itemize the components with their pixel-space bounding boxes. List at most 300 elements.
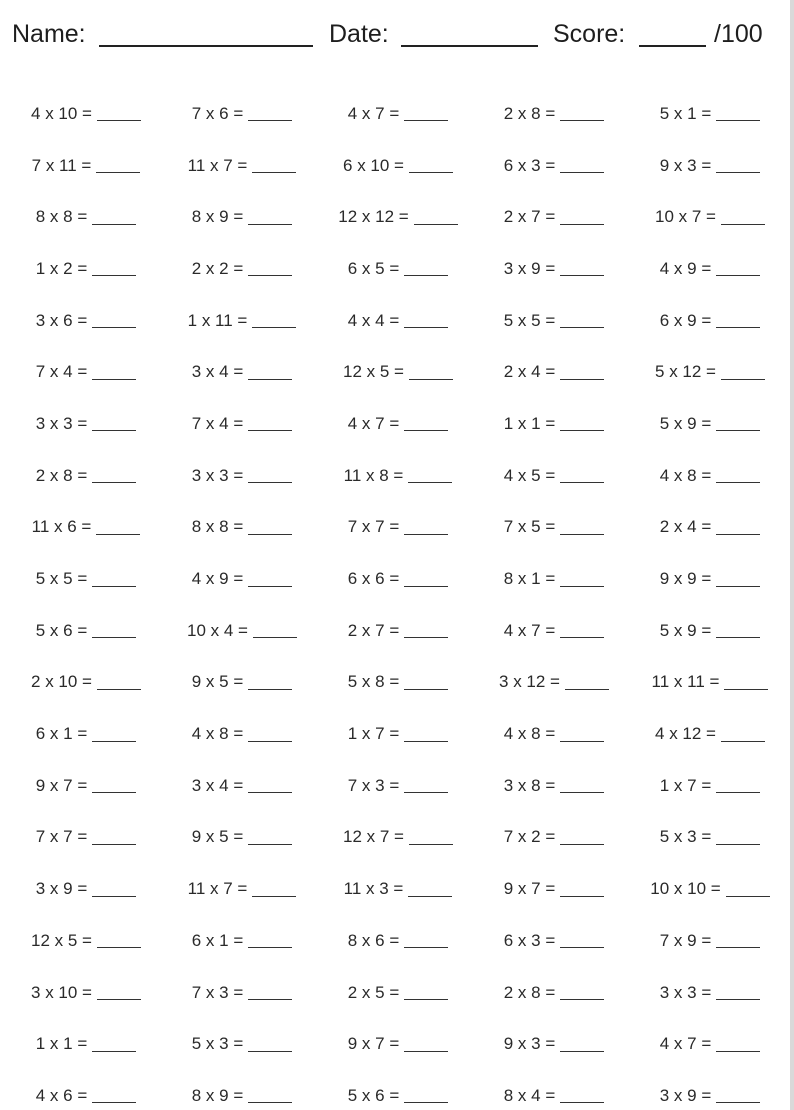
problem-item xyxy=(320,879,476,899)
problem-item xyxy=(164,104,320,124)
problem-row xyxy=(0,88,790,140)
problem-item xyxy=(164,362,320,382)
problem-item xyxy=(8,1034,164,1054)
problem-item xyxy=(320,104,476,124)
answer-blank[interactable] xyxy=(404,120,448,121)
problem-expression: 8 x 4 = xyxy=(503,1085,556,1105)
problem-expression: 3 x 3 = xyxy=(35,413,88,433)
problem-expression: 5 x 1 = xyxy=(659,103,712,123)
problem-item xyxy=(476,414,632,434)
problem-expression: 8 x 8 = xyxy=(35,207,88,227)
problem-item xyxy=(476,776,632,796)
problem-row xyxy=(0,450,790,502)
problem-expression: 11 x 8 = xyxy=(343,465,404,485)
answer-blank[interactable] xyxy=(560,534,604,535)
answer-blank[interactable] xyxy=(252,172,296,173)
problem-expression: 4 x 7 = xyxy=(659,1034,712,1054)
answer-blank[interactable] xyxy=(408,482,452,483)
problem-expression: 3 x 10 = xyxy=(31,982,92,1002)
answer-blank[interactable] xyxy=(716,637,760,638)
problem-item xyxy=(476,879,632,899)
problem-item xyxy=(632,414,788,434)
answer-blank[interactable] xyxy=(248,1051,292,1052)
problem-item xyxy=(632,362,788,382)
problem-expression: 3 x 3 = xyxy=(191,465,244,485)
answer-blank[interactable] xyxy=(724,689,768,690)
answer-blank[interactable] xyxy=(248,792,292,793)
problem-expression: 5 x 9 = xyxy=(659,620,712,640)
answer-blank[interactable] xyxy=(96,172,140,173)
problem-item xyxy=(164,931,320,951)
answer-blank[interactable] xyxy=(716,1102,760,1103)
problem-item xyxy=(8,104,164,124)
problem-expression: 9 x 5 = xyxy=(191,672,244,692)
problem-expression: 7 x 7 = xyxy=(35,827,88,847)
problem-expression: 2 x 10 = xyxy=(31,672,92,692)
answer-blank[interactable] xyxy=(716,172,760,173)
problem-expression: 4 x 7 = xyxy=(503,620,556,640)
problem-expression: 3 x 9 = xyxy=(35,879,88,899)
problem-item xyxy=(164,414,320,434)
problem-expression: 5 x 3 = xyxy=(191,1034,244,1054)
problem-item xyxy=(164,156,320,176)
problem-expression: 5 x 3 = xyxy=(659,827,712,847)
answer-blank[interactable] xyxy=(248,482,292,483)
problem-item xyxy=(320,569,476,589)
problem-expression: 3 x 9 = xyxy=(659,1085,712,1105)
problem-row xyxy=(0,243,790,295)
name-field[interactable] xyxy=(99,45,313,47)
problem-expression: 3 x 9 = xyxy=(503,258,556,278)
problem-row xyxy=(0,295,790,347)
problem-item xyxy=(632,104,788,124)
problem-item xyxy=(476,621,632,641)
problem-expression: 5 x 9 = xyxy=(659,413,712,433)
answer-blank[interactable] xyxy=(560,275,604,276)
problem-item xyxy=(320,207,476,227)
problem-expression: 12 x 5 = xyxy=(343,362,404,382)
answer-blank[interactable] xyxy=(560,792,604,793)
answer-blank[interactable] xyxy=(560,327,604,328)
answer-blank[interactable] xyxy=(248,1102,292,1103)
answer-blank[interactable] xyxy=(726,896,770,897)
problem-expression: 6 x 5 = xyxy=(347,258,400,278)
problem-expression: 6 x 9 = xyxy=(659,310,712,330)
score-field[interactable] xyxy=(639,45,706,47)
page-edge-divider xyxy=(790,0,794,1110)
problem-item xyxy=(320,983,476,1003)
problem-expression: 5 x 5 = xyxy=(503,310,556,330)
problem-item xyxy=(476,104,632,124)
problem-item xyxy=(476,672,632,692)
problem-expression: 6 x 3 = xyxy=(503,155,556,175)
problem-expression: 7 x 2 = xyxy=(503,827,556,847)
problem-expression: 1 x 11 = xyxy=(187,310,248,330)
problem-item xyxy=(8,724,164,744)
problem-expression: 7 x 11 = xyxy=(31,155,92,175)
answer-blank[interactable] xyxy=(716,844,760,845)
problem-row xyxy=(0,657,790,709)
answer-blank[interactable] xyxy=(248,430,292,431)
answer-blank[interactable] xyxy=(404,534,448,535)
problem-item xyxy=(8,1086,164,1106)
problem-row xyxy=(0,708,790,760)
problem-item xyxy=(164,621,320,641)
problem-expression: 4 x 4 = xyxy=(347,310,400,330)
answer-blank[interactable] xyxy=(248,534,292,535)
problem-expression: 5 x 8 = xyxy=(347,672,400,692)
problem-item xyxy=(632,259,788,279)
problem-item xyxy=(632,724,788,744)
problem-row xyxy=(0,553,790,605)
problem-item xyxy=(320,414,476,434)
problem-item xyxy=(8,569,164,589)
answer-blank[interactable] xyxy=(92,586,136,587)
problem-expression: 11 x 11 = xyxy=(651,672,720,692)
answer-blank[interactable] xyxy=(565,689,609,690)
problem-expression: 7 x 6 = xyxy=(191,103,244,123)
answer-blank[interactable] xyxy=(721,379,765,380)
problem-expression: 2 x 4 = xyxy=(503,362,556,382)
answer-blank[interactable] xyxy=(716,999,760,1000)
answer-blank[interactable] xyxy=(252,896,296,897)
answer-blank[interactable] xyxy=(560,999,604,1000)
problem-item xyxy=(164,776,320,796)
answer-blank[interactable] xyxy=(252,327,296,328)
problem-expression: 8 x 6 = xyxy=(347,930,400,950)
problem-item xyxy=(632,672,788,692)
problem-item xyxy=(164,569,320,589)
score-label: Score: xyxy=(553,20,626,48)
problem-expression: 1 x 7 = xyxy=(659,775,712,795)
problem-item xyxy=(476,517,632,537)
answer-blank[interactable] xyxy=(716,792,760,793)
answer-blank[interactable] xyxy=(716,120,760,121)
problem-row xyxy=(0,967,790,1019)
date-field[interactable] xyxy=(401,45,538,47)
answer-blank[interactable] xyxy=(92,224,136,225)
answer-blank[interactable] xyxy=(716,534,760,535)
answer-blank[interactable] xyxy=(96,534,140,535)
problem-expression: 4 x 9 = xyxy=(659,258,712,278)
problem-item xyxy=(632,621,788,641)
problem-item xyxy=(8,414,164,434)
problem-item xyxy=(476,362,632,382)
problem-row xyxy=(0,398,790,450)
problem-row xyxy=(0,863,790,915)
problem-expression: 7 x 9 = xyxy=(659,930,712,950)
answer-blank[interactable] xyxy=(560,1102,604,1103)
problem-item xyxy=(320,1034,476,1054)
problem-item xyxy=(8,466,164,486)
answer-blank[interactable] xyxy=(404,689,448,690)
answer-blank[interactable] xyxy=(560,637,604,638)
answer-blank[interactable] xyxy=(248,947,292,948)
answer-blank[interactable] xyxy=(92,430,136,431)
answer-blank[interactable] xyxy=(92,275,136,276)
problem-row xyxy=(0,915,790,967)
problem-expression: 9 x 3 = xyxy=(503,1034,556,1054)
problem-item xyxy=(476,827,632,847)
problem-expression: 7 x 4 = xyxy=(35,362,88,382)
answer-blank[interactable] xyxy=(560,172,604,173)
answer-blank[interactable] xyxy=(414,224,458,225)
answer-blank[interactable] xyxy=(248,275,292,276)
problem-expression: 2 x 7 = xyxy=(503,207,556,227)
problem-item xyxy=(164,466,320,486)
answer-blank[interactable] xyxy=(716,275,760,276)
answer-blank[interactable] xyxy=(404,947,448,948)
problem-item xyxy=(476,983,632,1003)
answer-blank[interactable] xyxy=(92,1102,136,1103)
problem-item xyxy=(164,672,320,692)
problem-expression: 9 x 3 = xyxy=(659,155,712,175)
answer-blank[interactable] xyxy=(560,482,604,483)
answer-blank[interactable] xyxy=(92,741,136,742)
answer-blank[interactable] xyxy=(560,1051,604,1052)
problem-expression: 6 x 10 = xyxy=(343,155,404,175)
problem-item xyxy=(632,311,788,331)
problem-item xyxy=(632,879,788,899)
problem-item xyxy=(164,1086,320,1106)
answer-blank[interactable] xyxy=(97,999,141,1000)
answer-blank[interactable] xyxy=(404,430,448,431)
problem-expression: 11 x 6 = xyxy=(31,517,92,537)
answer-blank[interactable] xyxy=(560,741,604,742)
problem-item xyxy=(8,776,164,796)
problem-item xyxy=(8,672,164,692)
problem-expression: 5 x 5 = xyxy=(35,569,88,589)
answer-blank[interactable] xyxy=(253,637,297,638)
answer-blank[interactable] xyxy=(560,947,604,948)
answer-blank[interactable] xyxy=(248,120,292,121)
problem-grid xyxy=(0,88,790,1110)
answer-blank[interactable] xyxy=(92,896,136,897)
problem-expression: 4 x 8 = xyxy=(503,724,556,744)
problem-row xyxy=(0,191,790,243)
problem-expression: 7 x 4 = xyxy=(191,413,244,433)
problem-expression: 3 x 6 = xyxy=(35,310,88,330)
answer-blank[interactable] xyxy=(721,224,765,225)
answer-blank[interactable] xyxy=(721,741,765,742)
problem-item xyxy=(320,931,476,951)
answer-blank[interactable] xyxy=(404,1102,448,1103)
problem-item xyxy=(320,672,476,692)
answer-blank[interactable] xyxy=(716,327,760,328)
answer-blank[interactable] xyxy=(92,482,136,483)
answer-blank[interactable] xyxy=(92,637,136,638)
problem-item xyxy=(632,827,788,847)
problem-item xyxy=(320,156,476,176)
problem-row xyxy=(0,502,790,554)
problem-expression: 5 x 6 = xyxy=(35,620,88,640)
problem-expression: 4 x 6 = xyxy=(35,1085,88,1105)
answer-blank[interactable] xyxy=(409,379,453,380)
answer-blank[interactable] xyxy=(92,792,136,793)
answer-blank[interactable] xyxy=(248,379,292,380)
problem-expression: 3 x 8 = xyxy=(503,775,556,795)
problem-expression: 4 x 5 = xyxy=(503,465,556,485)
problem-row xyxy=(0,346,790,398)
problem-item xyxy=(476,311,632,331)
answer-blank[interactable] xyxy=(97,120,141,121)
answer-blank[interactable] xyxy=(716,586,760,587)
problem-item xyxy=(320,621,476,641)
answer-blank[interactable] xyxy=(404,999,448,1000)
problem-expression: 4 x 8 = xyxy=(659,465,712,485)
answer-blank[interactable] xyxy=(248,844,292,845)
problem-item xyxy=(8,879,164,899)
problem-expression: 4 x 10 = xyxy=(31,103,92,123)
score-total: /100 xyxy=(714,20,763,48)
problem-expression: 12 x 12 = xyxy=(338,207,409,227)
answer-blank[interactable] xyxy=(716,482,760,483)
problem-item xyxy=(164,311,320,331)
problem-expression: 2 x 2 = xyxy=(191,258,244,278)
problem-item xyxy=(320,311,476,331)
answer-blank[interactable] xyxy=(404,327,448,328)
problem-item xyxy=(632,207,788,227)
problem-expression: 12 x 5 = xyxy=(31,930,92,950)
answer-blank[interactable] xyxy=(92,379,136,380)
problem-row xyxy=(0,140,790,192)
problem-expression: 2 x 7 = xyxy=(347,620,400,640)
answer-blank[interactable] xyxy=(248,999,292,1000)
answer-blank[interactable] xyxy=(409,844,453,845)
answer-blank[interactable] xyxy=(409,172,453,173)
answer-blank[interactable] xyxy=(248,224,292,225)
problem-item xyxy=(632,776,788,796)
answer-blank[interactable] xyxy=(716,430,760,431)
problem-expression: 1 x 2 = xyxy=(35,258,88,278)
answer-blank[interactable] xyxy=(560,224,604,225)
problem-expression: 5 x 12 = xyxy=(655,362,716,382)
problem-expression: 2 x 8 = xyxy=(503,103,556,123)
problem-item xyxy=(8,362,164,382)
answer-blank[interactable] xyxy=(404,637,448,638)
answer-blank[interactable] xyxy=(92,1051,136,1052)
problem-item xyxy=(320,362,476,382)
problem-expression: 1 x 1 = xyxy=(503,413,556,433)
answer-blank[interactable] xyxy=(404,586,448,587)
problem-expression: 6 x 1 = xyxy=(191,930,244,950)
problem-item xyxy=(8,827,164,847)
problem-expression: 2 x 4 = xyxy=(659,517,712,537)
problem-item xyxy=(8,983,164,1003)
problem-expression: 2 x 8 = xyxy=(35,465,88,485)
problem-expression: 6 x 3 = xyxy=(503,930,556,950)
answer-blank[interactable] xyxy=(404,741,448,742)
answer-blank[interactable] xyxy=(560,586,604,587)
problem-item xyxy=(8,311,164,331)
problem-expression: 10 x 4 = xyxy=(187,620,248,640)
problem-item xyxy=(632,156,788,176)
problem-item xyxy=(632,517,788,537)
problem-item xyxy=(476,156,632,176)
problem-item xyxy=(164,207,320,227)
answer-blank[interactable] xyxy=(404,275,448,276)
problem-item xyxy=(164,1034,320,1054)
problem-expression: 1 x 1 = xyxy=(35,1034,88,1054)
problem-item xyxy=(320,466,476,486)
answer-blank[interactable] xyxy=(560,430,604,431)
problem-item xyxy=(320,517,476,537)
problem-item xyxy=(164,517,320,537)
problem-item xyxy=(632,1034,788,1054)
answer-blank[interactable] xyxy=(560,896,604,897)
problem-row xyxy=(0,605,790,657)
problem-item xyxy=(320,259,476,279)
answer-blank[interactable] xyxy=(408,896,452,897)
problem-expression: 1 x 7 = xyxy=(347,724,400,744)
problem-expression: 10 x 10 = xyxy=(650,879,721,899)
problem-item xyxy=(632,983,788,1003)
problem-item xyxy=(8,156,164,176)
problem-expression: 2 x 5 = xyxy=(347,982,400,1002)
answer-blank[interactable] xyxy=(248,586,292,587)
problem-expression: 3 x 4 = xyxy=(191,775,244,795)
answer-blank[interactable] xyxy=(560,379,604,380)
problem-expression: 8 x 1 = xyxy=(503,569,556,589)
problem-expression: 9 x 5 = xyxy=(191,827,244,847)
answer-blank[interactable] xyxy=(248,741,292,742)
problem-expression: 11 x 7 = xyxy=(187,155,248,175)
problem-item xyxy=(476,1034,632,1054)
answer-blank[interactable] xyxy=(92,327,136,328)
problem-row xyxy=(0,812,790,864)
problem-expression: 3 x 4 = xyxy=(191,362,244,382)
answer-blank[interactable] xyxy=(560,120,604,121)
problem-expression: 8 x 9 = xyxy=(191,207,244,227)
problem-item xyxy=(632,931,788,951)
problem-expression: 9 x 9 = xyxy=(659,569,712,589)
problem-expression: 8 x 9 = xyxy=(191,1085,244,1105)
answer-blank[interactable] xyxy=(716,1051,760,1052)
problem-item xyxy=(8,517,164,537)
date-label: Date: xyxy=(329,20,389,48)
problem-item xyxy=(476,466,632,486)
problem-item xyxy=(632,569,788,589)
answer-blank[interactable] xyxy=(560,844,604,845)
answer-blank[interactable] xyxy=(97,947,141,948)
problem-item xyxy=(476,207,632,227)
problem-expression: 11 x 3 = xyxy=(343,879,404,899)
answer-blank[interactable] xyxy=(97,689,141,690)
problem-item xyxy=(632,1086,788,1106)
answer-blank[interactable] xyxy=(92,844,136,845)
problem-expression: 9 x 7 = xyxy=(347,1034,400,1054)
name-label: Name: xyxy=(12,20,86,48)
problem-expression: 2 x 8 = xyxy=(503,982,556,1002)
answer-blank[interactable] xyxy=(248,689,292,690)
answer-blank[interactable] xyxy=(404,1051,448,1052)
problem-expression: 6 x 6 = xyxy=(347,569,400,589)
problem-expression: 7 x 7 = xyxy=(347,517,400,537)
answer-blank[interactable] xyxy=(404,792,448,793)
problem-item xyxy=(8,259,164,279)
problem-item xyxy=(164,879,320,899)
problem-expression: 4 x 9 = xyxy=(191,569,244,589)
problem-item xyxy=(476,569,632,589)
problem-expression: 10 x 7 = xyxy=(655,207,716,227)
answer-blank[interactable] xyxy=(716,947,760,948)
problem-item xyxy=(8,931,164,951)
problem-expression: 4 x 8 = xyxy=(191,724,244,744)
problem-item xyxy=(320,827,476,847)
problem-item xyxy=(476,1086,632,1106)
problem-expression: 6 x 1 = xyxy=(35,724,88,744)
problem-item xyxy=(164,259,320,279)
